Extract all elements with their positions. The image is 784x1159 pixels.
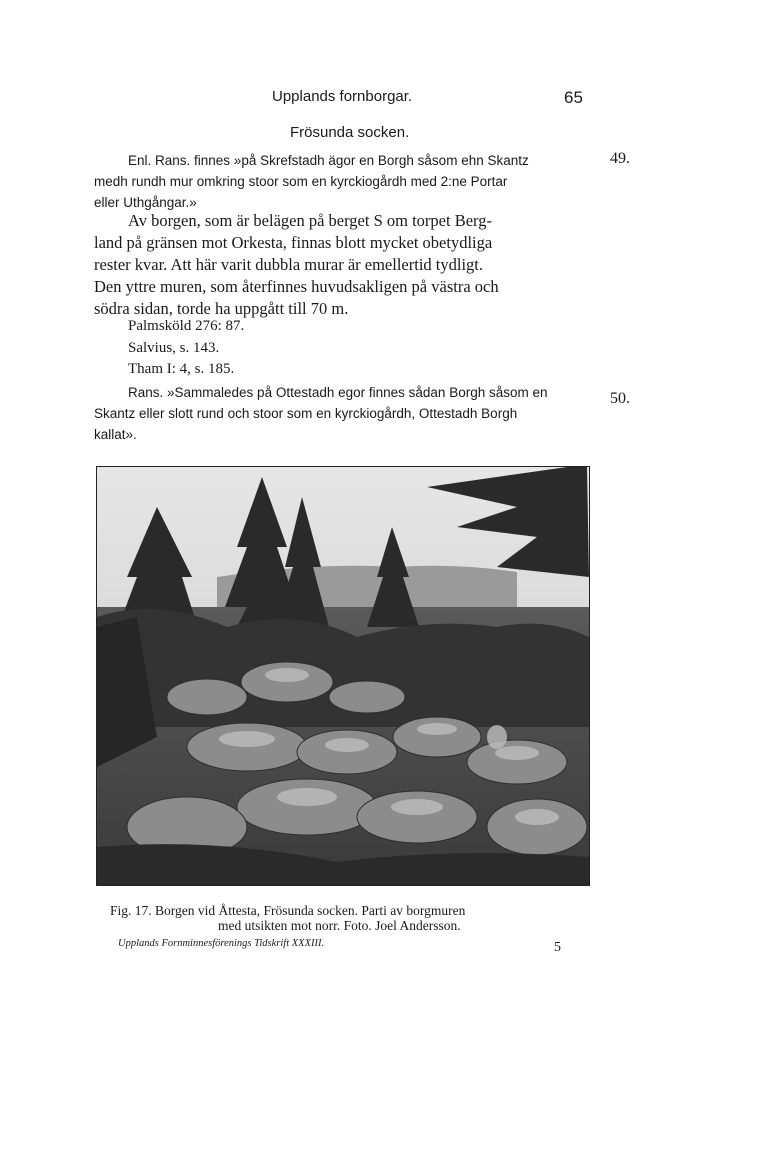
running-head xyxy=(0,88,784,110)
section-heading: Frösunda socken. xyxy=(290,124,410,141)
reference: Salvius, s. 143. xyxy=(128,340,220,356)
reference: Palmsköld 276: 87. xyxy=(128,318,245,334)
caption-line: med utsikten mot norr. Foto. Joel Andersson. xyxy=(218,918,461,933)
running-title: Upplands fornborgar. xyxy=(272,88,413,105)
journal-footer: Upplands Fornminnesförenings Tidskrift XXXIII. xyxy=(118,938,325,949)
description-line: Den yttre muren, som återfinnes huvudsakligen på västra och xyxy=(94,277,499,296)
entry-49-number: 49. xyxy=(610,150,630,167)
figure-caption xyxy=(110,903,590,933)
reference: Tham I: 4, s. 185. xyxy=(128,361,235,377)
entry-50-number: 50. xyxy=(610,390,630,407)
description-line: Av borgen, som är belägen på berget S om torpet Berg- xyxy=(128,211,492,230)
entry-49-description xyxy=(94,210,600,320)
signature-mark: 5 xyxy=(554,940,561,955)
quote-line: medh rundh mur omkring stoor som en kyrckiogårdh med 2:ne Portar xyxy=(94,174,508,189)
description-line: rester kvar. Att här varit dubbla murar är emellertid tydligt. xyxy=(94,255,483,274)
quote-line: Enl. Rans. finnes »på Skrefstadh ägor en Borgh såsom ehn Skantz xyxy=(128,153,529,168)
caption-line: Fig. 17. Borgen vid Åttesta, Frösunda socken. Parti av borgmuren xyxy=(110,903,466,918)
description-line: land på gränsen mot Orkesta, finnas blott mycket obetydliga xyxy=(94,233,493,252)
quote-line: eller Uthgångar.» xyxy=(94,195,197,210)
quote-line: kallat». xyxy=(94,427,137,442)
quote-line: Rans. »Sammaledes på Ottestadh egor finnes sådan Borgh såsom en xyxy=(128,385,548,400)
quote-line: Skantz eller slott rund och stoor som en kyrckiogårdh, Ottestadh Borgh xyxy=(94,406,518,421)
photograph xyxy=(96,466,590,886)
description-line: södra sidan, torde ha uppgått till 70 m. xyxy=(94,299,349,318)
photo-forest-rocks xyxy=(97,467,589,885)
page-number: 65 xyxy=(564,88,583,107)
entry-50-quote xyxy=(94,382,600,445)
entry-49-quote xyxy=(94,150,600,213)
